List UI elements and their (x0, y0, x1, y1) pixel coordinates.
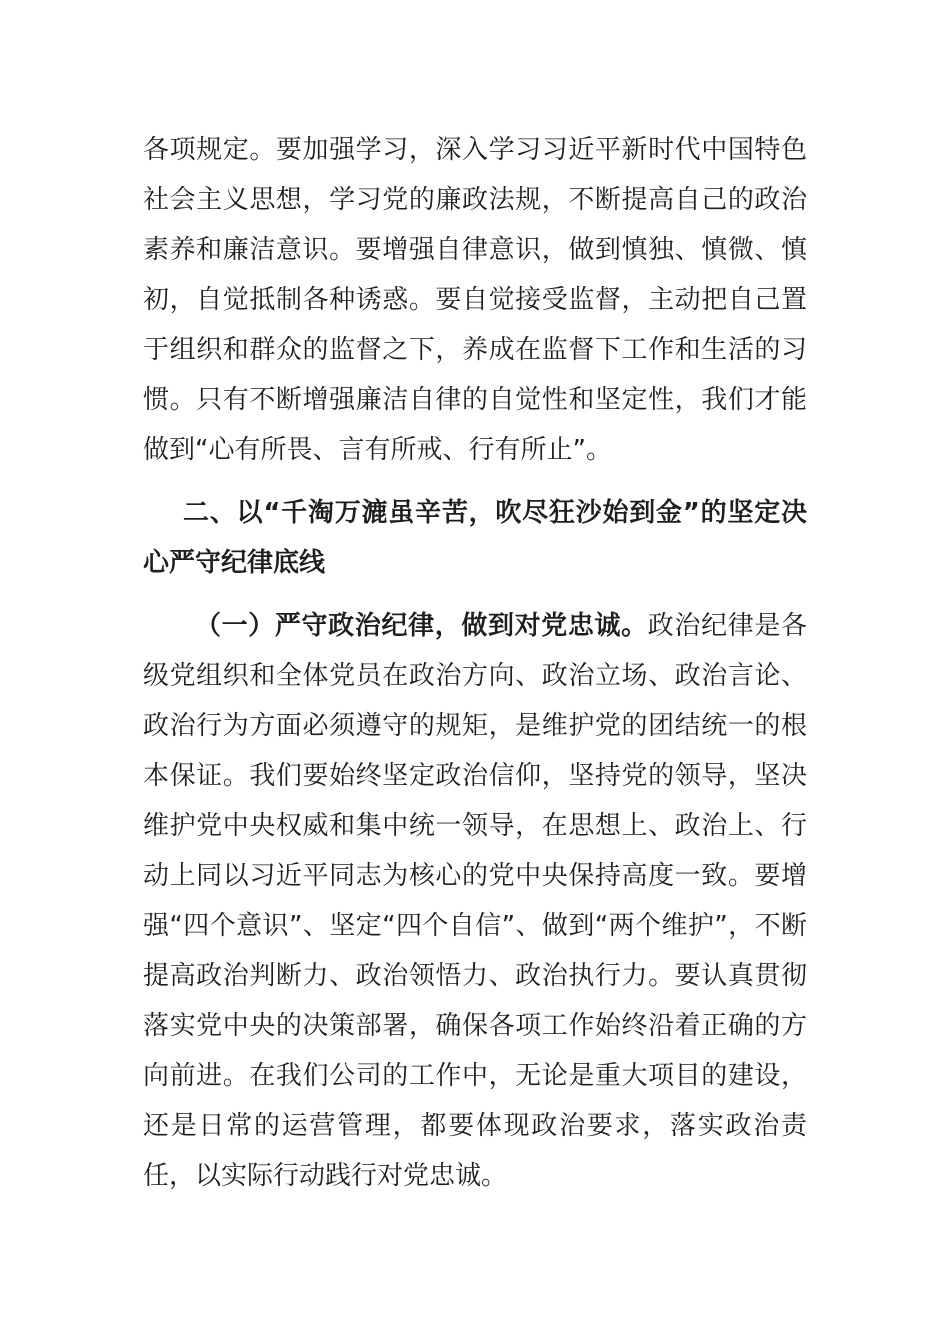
section-heading: 二、以“千淘万漉虽辛苦，吹尽狂沙始到金”的坚定决心严守纪律底线 (143, 498, 807, 578)
subsection-lead: （一）严守政治纪律，做到对党忠诚。 (195, 611, 648, 641)
subsection-body: 政治纪律是各级党组织和全体党员在政治方向、政治立场、政治言论、政治行为方面必须遵守的规矩，是维护党的团结统一的根本保证。我们要始终坚定政治信仰，坚持党的领导，坚决维护党中央权威和集中统一领导，在思想上、政治上、行动上同以习近平同志为核心的党中央保持高度一致。要增强“四个意识”、坚定“四个自信”、做到“两个维护”，不断提高政治判断力、政治领悟力、政治执行力。要认真贯彻落实党中央的决策部署，确保各项工作始终沿着正确的方向前进。在我们公司的工作中，无论是重大项目的建设，还是日常的运营管理，都要体现政治要求，落实政治责任，以实际行动践行对党忠诚。 (143, 611, 807, 1191)
body-paragraph: 各项规定。要加强学习，深入学习习近平新时代中国特色社会主义思想，学习党的廉政法规，不断提高自己的政治素养和廉洁意识。要增强自律意识，做到慎独、慎微、慎初，自觉抵制各种诱惑。要自觉接受监督，主动把自己置于组织和群众的监督之下，养成在监督下工作和生活的习惯。只有不断增强廉洁自律的自觉性和坚定性，我们才能做到“心有所畏、言有所戒、行有所止”。 (143, 135, 807, 465)
document-page (143, 125, 807, 1201)
subsection-paragraph (143, 601, 807, 1201)
